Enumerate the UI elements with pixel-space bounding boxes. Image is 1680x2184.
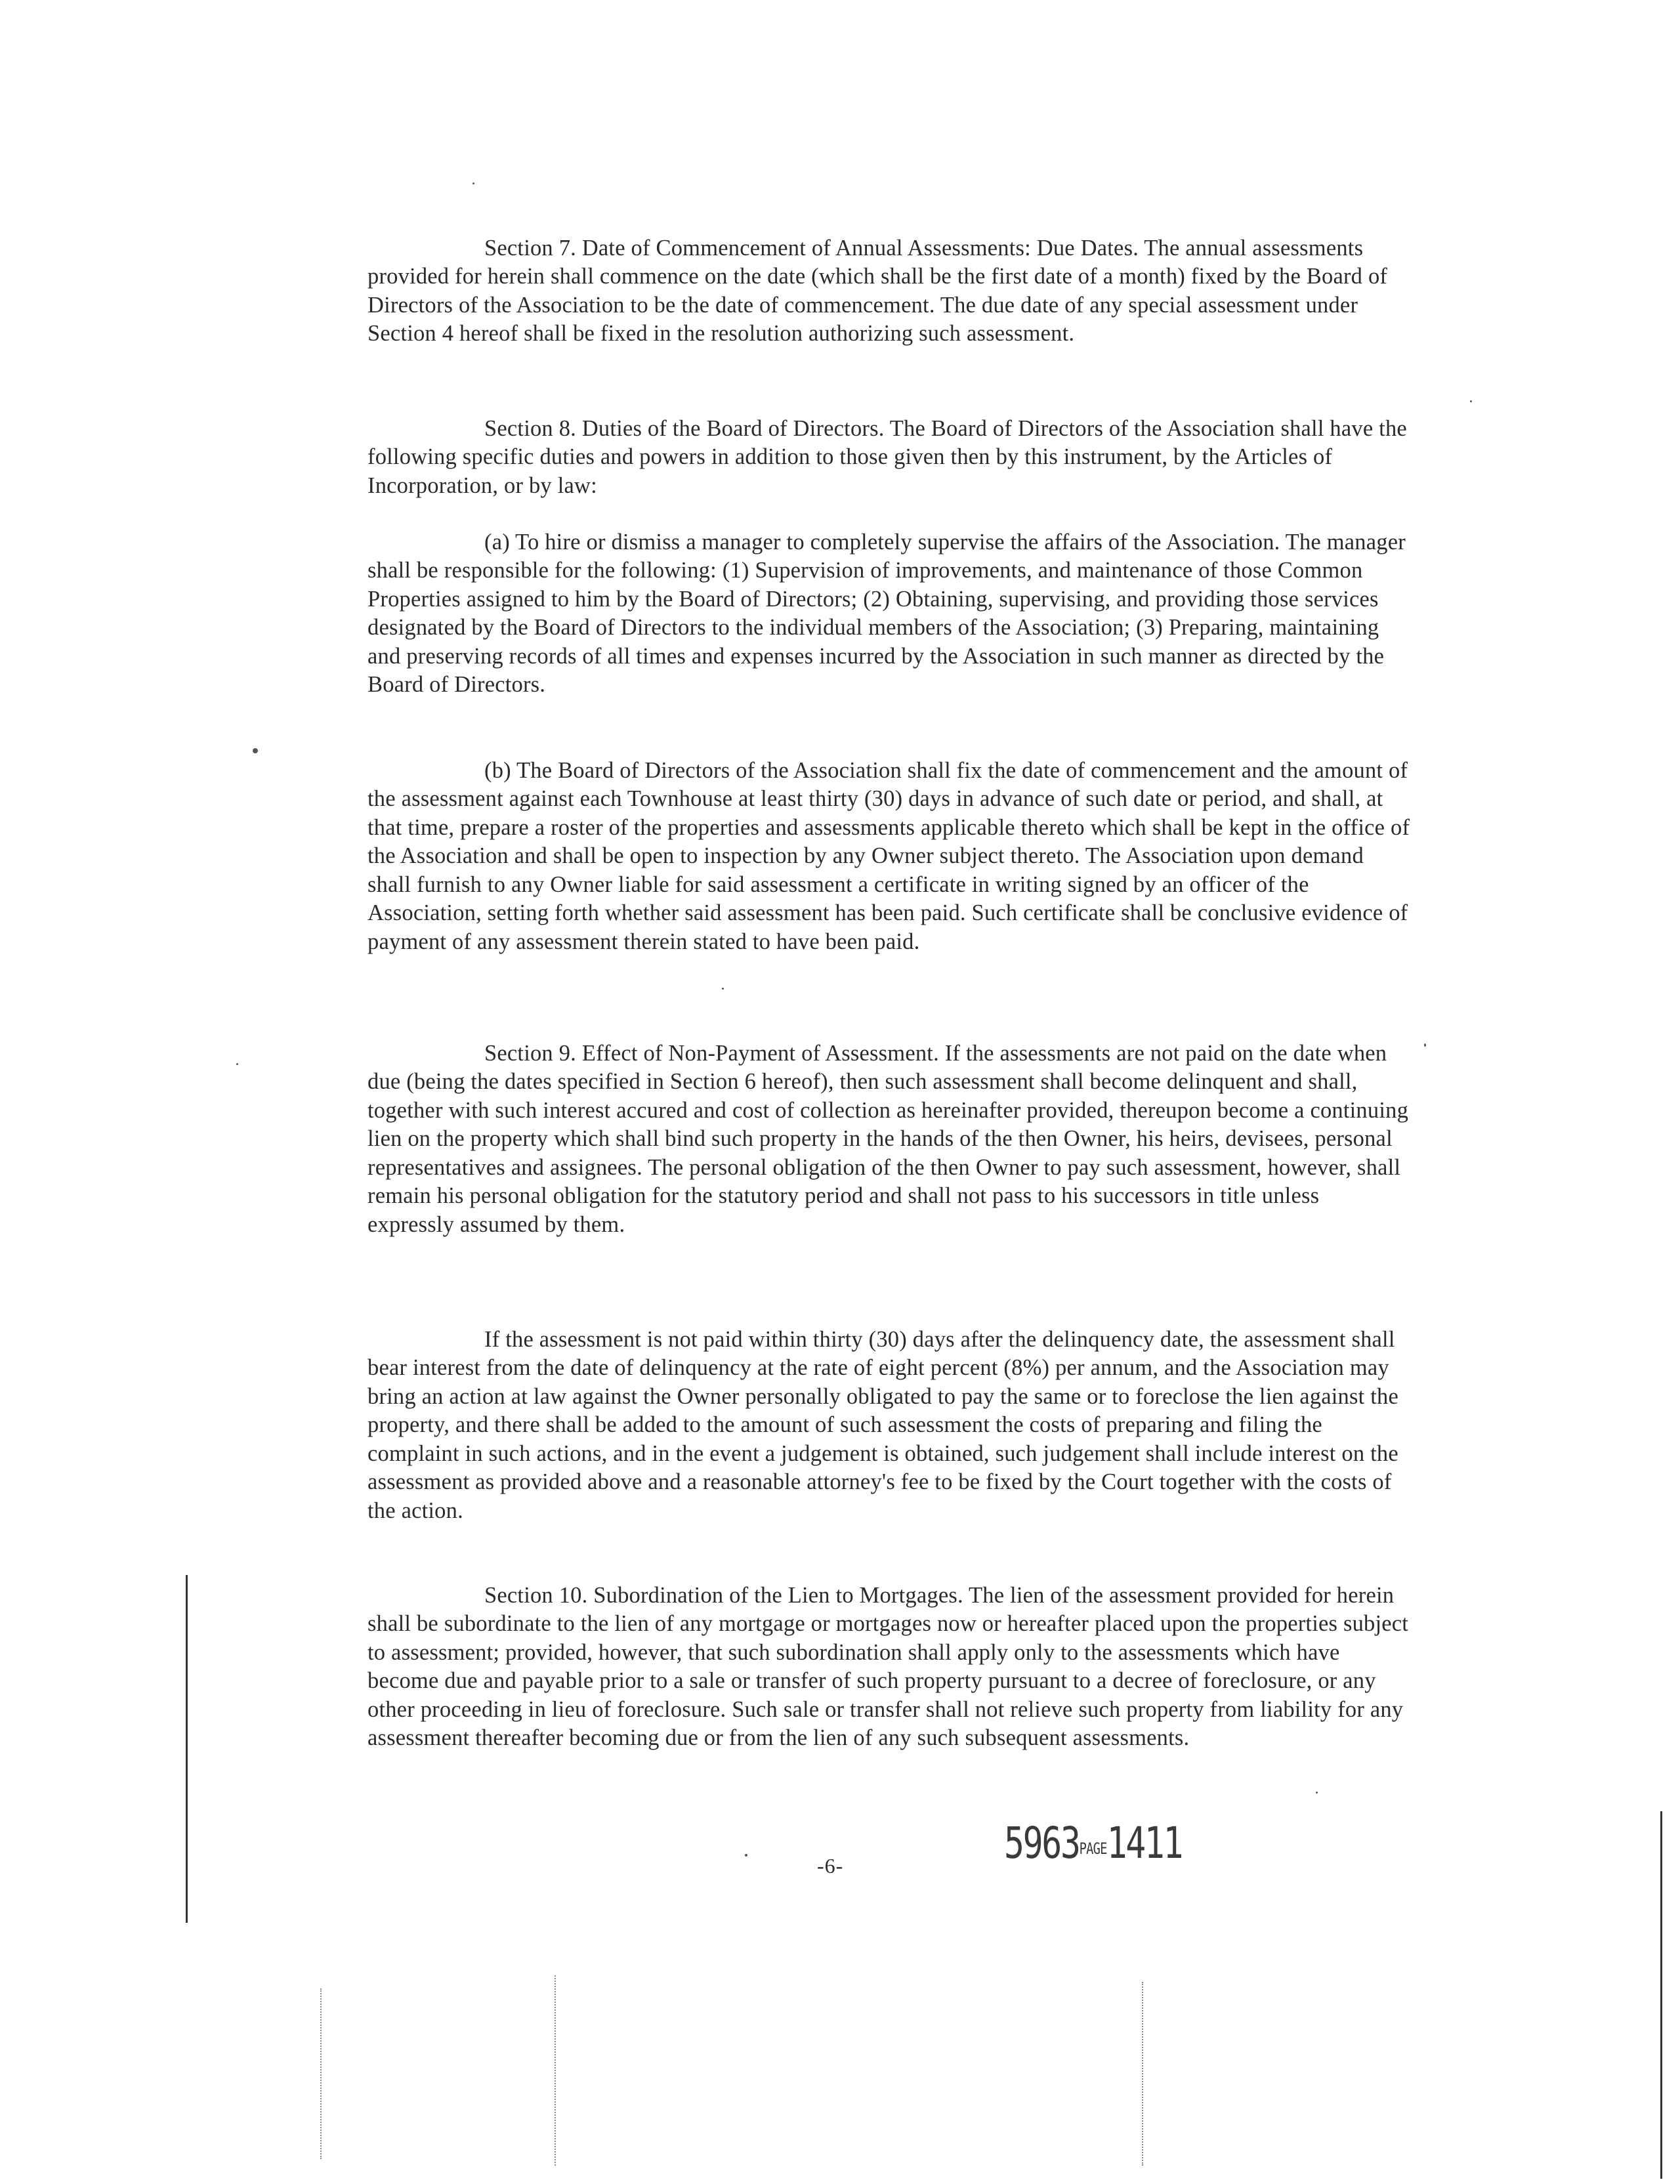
stamp-page-label: PAGE [1079,1839,1107,1858]
scan-dotted-line [555,1975,557,2166]
section-9-interest-paragraph: If the assessment is not paid within thirty (30) days after the delinquency date, the assessment shall bear interest from the date of delinquency at the rate of eight percent (8%) per annum, and the Association may bring an action at law against the Owner personally obligated to pay the same or to foreclose the lien against the property, and there shall be added to the amount of such assessment the costs of preparing and filing the complaint in such actions, and in the event a judgement is obtained, such judgement shall include interest on the assessment as provided above and a reasonable attorney's fee to be fixed by the Court together with the costs of the action. [368,1326,1404,1523]
scan-speck [1470,400,1472,402]
book-page-stamp [1004,1818,1182,1868]
scan-speck [236,1063,238,1065]
scan-speck [472,182,474,184]
section-7-paragraph: Section 7. Date of Commencement of Annual Assessments: Due Dates. The annual assessments provided for herein shall commence on the date (which shall be the first date of a month) fixed by the Board of Directors of the Association to be the date of commencement. The due date of any special assessment under Section 4 hereof shall be fixed in the resolution authorizing such assessment. [368,235,1393,346]
scan-speck [745,1854,747,1857]
scan-speck [1316,1792,1318,1794]
scan-dotted-line [1142,1982,1144,2166]
section-8a-paragraph: (a) To hire or dismiss a manager to completely supervise the affairs of the Association. The manager shall be responsible for the following: (1) Supervision of improvements, and maintenance of those Common Properties assigned to him by the Board of Directors; (2) Obtaining, supervising, and providing those services designated by the Board of Directors to the individual members of the Association; (3) Preparing, maintaining and preserving records of all times and expenses incurred by the Association in such manner as directed by the Board of Directors. [368,529,1412,697]
section-9-paragraph: Section 9. Effect of Non-Payment of Assessment. If the assessments are not paid on the date when due (being the dates specified in Section 6 hereof), then such assessment shall become delinquent and shall, together with such interest accured and cost of collection as hereinafter provided, thereupon become a continuing lien on the property which shall bind such property in the hands of the then Owner, his heirs, devisees, personal representatives and assignees. The personal obligation of the then Owner to pay such assessment, however, shall remain his personal obligation for the statutory period and shall not pass to his successors in title unless expressly assumed by them. [368,1040,1414,1237]
scan-dotted-line [320,1988,323,2159]
scan-speck [1424,1043,1426,1047]
stamp-page-number: 1411 [1106,1818,1183,1868]
stamp-book-number: 5963 [1004,1818,1080,1868]
section-8-paragraph: Section 8. Duties of the Board of Directors. The Board of Directors of the Association shall have the following specific duties and powers in addition to those given then by this instrument, by the Articles of Incorporation, or by law: [368,415,1413,498]
section-10-paragraph: Section 10. Subordination of the Lien to Mortgages. The lien of the assessment provided for herein shall be subordinate to the lien of any mortgage or mortgages now or hereafter placed upon the properties subject to assessment; provided, however, that such subordination shall apply only to the assessments which have become due and payable prior to a sale or transfer of such property pursuant to a decree of foreclosure, or any other proceeding in lieu of foreclosure. Such sale or transfer shall not relieve such property from liability for any assessment thereafter becoming due or from the lien of any such subsequent assessments. [368,1582,1414,1750]
scan-speck [253,748,258,753]
scan-edge-line [1660,1811,1662,2179]
page-number: -6- [817,1854,844,1878]
section-8b-paragraph: (b) The Board of Directors of the Association shall fix the date of commencement and the amount of the assessment against each Townhouse at least thirty (30) days in advance of such date or period, and shall, at that time, prepare a roster of the properties and assessments applicable thereto which shall be kept in the office of the Association and shall be open to inspection by any Owner subject thereto. The Association upon demand shall furnish to any Owner liable for said assessment a certificate in writing signed by an officer of the Association, setting forth whether said assessment has been paid. Such certificate shall be conclusive evidence of payment of any assessment therein stated to have been paid. [368,757,1416,954]
scan-speck [722,988,724,990]
scan-edge-line [186,1575,188,1923]
